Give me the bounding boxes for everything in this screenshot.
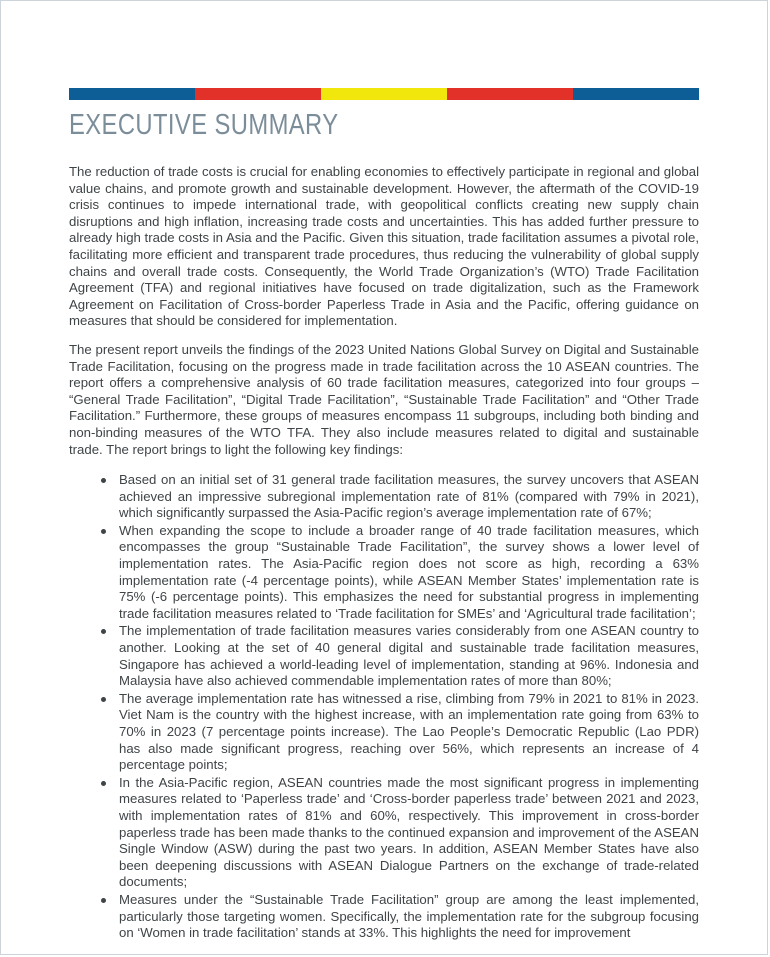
bullet-icon — [101, 629, 106, 634]
list-item-text: The average implementation rate has witnessed a rise, climbing from 79% in 2021 to 81% in 2023. Viet Nam is the country with the highest increase, with an implementation rate going from 63% to 70% in 2023 (7 percentage points increase). The Lao People’s Democratic Republic (Lao PDR) has also made significant progress, reaching over 56%, which represents an increase of 4 percentage points; — [119, 690, 699, 773]
bullet-icon — [101, 478, 106, 483]
list-item — [101, 523, 699, 623]
page-title-text: EXECUTIVE SUMMARY — [69, 109, 339, 141]
bullet-icon — [101, 781, 106, 786]
page-content — [1, 1, 767, 942]
bullet-icon — [101, 529, 106, 534]
bar-segment-blue — [69, 88, 195, 100]
list-item-text: Measures under the “Sustainable Trade Facilitation” group are among the least implemented, particularly those targeting women. Specifically, the implementation rate for the subgroup focusing on ‘Women in trade facilitation’ stands at 33%. This highlights the need for improvement — [119, 891, 699, 941]
list-item — [101, 691, 699, 774]
list-item-text: Based on an initial set of 31 general trade facilitation measures, the survey uncovers that ASEAN achieved an impressive subregional implementation rate of 81% (compared with 79% in 2021), which significantly surpassed the Asia-Pacific region’s average implementation rate of 67%; — [119, 472, 699, 521]
bar-segment-red — [195, 88, 321, 100]
list-item — [101, 623, 699, 689]
bar-segment-blue — [573, 88, 699, 100]
bullet-icon — [101, 697, 106, 702]
paragraph-report-overview: The present report unveils the findings of the 2023 United Nations Global Survey on Digital and Sustainable Trade Facilitation, focusing on the progress made in trade facilitation across the 10 ASEAN countries. The report offers a comprehensive analysis of 60 trade facilitation measures, categorized into four groups – “General Trade Facilitation”, “Digital Trade Facilitation”, “Sustainable Trade Facilitation” and “Other Trade Facilitation.” Furthermore, these groups of measures encompass 11 subgroups, including both binding and non-binding measures of the WTO TFA. They also include measures related to digital and sustainable trade. The report brings to light the following key findings: — [69, 341, 699, 457]
paragraph-intro: The reduction of trade costs is crucial for enabling economies to effectively participate in regional and global value chains, and promote growth and sustainable development. However, the aftermath of the COVID-19 crisis continues to impede international trade, with geopolitical conflicts creating new supply chain disruptions and high inflation, increasing trade costs and uncertainties. This has added further pressure to already high trade costs in Asia and the Pacific. Given this situation, trade facilitation assumes a pivotal role, facilitating more efficient and transparent trade procedures, thus reducing the vulnerability of global supply chains and overall trade costs. Consequently, the World Trade Organization’s (WTO) Trade Facilitation Agreement (TFA) and regional initiatives have focused on trade digitalization, such as the Framework Agreement on Facilitation of Cross-border Paperless Trade in Asia and the Pacific, offering guidance on measures that should be considered for implementation. — [69, 164, 699, 329]
list-item-text: The implementation of trade facilitation measures varies considerably from one ASEAN country to another. Looking at the set of 40 general digital and sustainable trade facilitation measures, Singapore has achieved a world-leading level of implementation, standing at 96%. Indonesia and Malaysia have also achieved commendable implementation rates of more than 80%; — [119, 623, 699, 689]
list-item-text: In the Asia-Pacific region, ASEAN countries made the most significant progress in implementing measures related to ‘Paperless trade’ and ‘Cross-border paperless trade’ between 2021 and 2023, with implementation rates of 81% and 60%, respectively. This improvement in cross-border paperless trade has been made thanks to the continued expansion and improvement of the ASEAN Single Window (ASW) during the past two years. In addition, ASEAN Member States have also been deepening discussions with ASEAN Dialogue Partners on the exchange of trade-related documents; — [119, 774, 699, 890]
bar-segment-yellow — [321, 88, 447, 100]
list-item-text: When expanding the scope to include a broader range of 40 trade facilitation measures, which encompasses the group “Sustainable Trade Facilitation”, the survey shows a lower level of implementation rates. The Asia-Pacific region does not score as high, recording a 63% implementation rate (-4 percentage points), while ASEAN Member States’ implementation rate is 75% (-6 percentage points). This emphasizes the need for substantial progress in implementing trade facilitation measures related to ‘Trade facilitation for SMEs’ and ‘Agricultural trade facilitation’; — [119, 522, 699, 621]
page-title — [69, 109, 699, 142]
list-item — [101, 775, 699, 891]
key-findings-list — [69, 472, 699, 942]
bullet-icon — [101, 898, 106, 903]
bar-segment-red — [447, 88, 573, 100]
decorative-color-bar — [69, 88, 699, 100]
list-item — [101, 892, 699, 942]
list-item — [101, 472, 699, 522]
body-text — [69, 164, 699, 942]
